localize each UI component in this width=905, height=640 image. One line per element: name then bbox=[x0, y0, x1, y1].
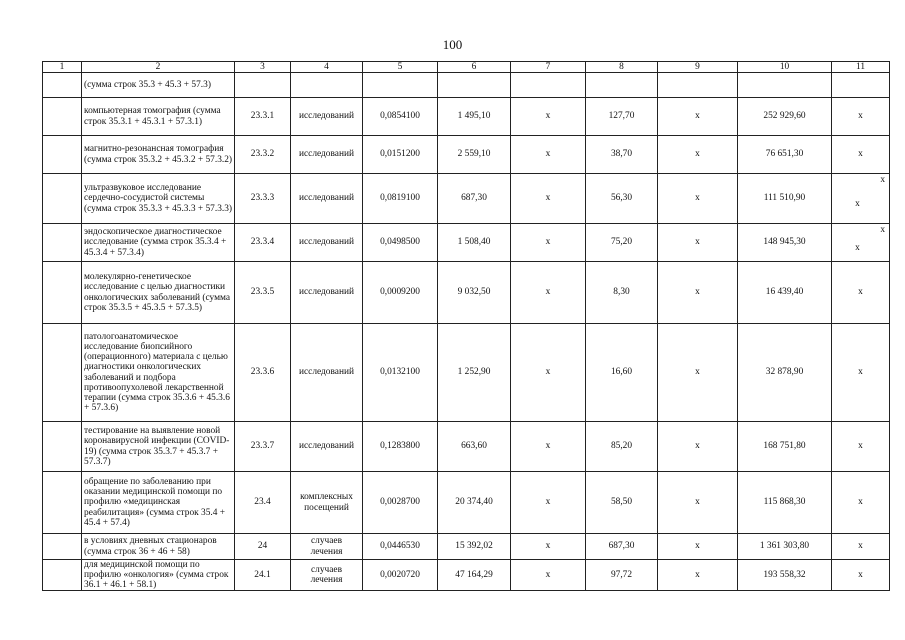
cell-col-4: исследований bbox=[291, 136, 363, 174]
table-row bbox=[43, 174, 890, 224]
cell-col-2: (сумма строк 35.3 + 45.3 + 57.3) bbox=[82, 73, 235, 98]
column-number: 9 bbox=[658, 62, 738, 73]
cell-col-10: 32 878,90 bbox=[738, 324, 832, 422]
cell-col-1 bbox=[43, 534, 82, 560]
cell-col-8: 56,30 bbox=[586, 174, 658, 224]
cell-col-10: 252 929,60 bbox=[738, 98, 832, 136]
cell-col-11 bbox=[832, 73, 890, 98]
cell-col-9: x bbox=[658, 534, 738, 560]
cell-col-11: x bbox=[832, 422, 890, 472]
cell-col-6: 20 374,40 bbox=[438, 472, 511, 534]
column-number-row bbox=[43, 62, 890, 73]
cell-col-4: исследований bbox=[291, 224, 363, 262]
cell-col-5: 0,0498500 bbox=[363, 224, 438, 262]
data-table bbox=[42, 61, 890, 591]
cell-col-11: x bbox=[832, 560, 890, 591]
cell-col-2: компьютерная томография (сумма строк 35.3.1 + 45.3.1 + 57.3.1) bbox=[82, 98, 235, 136]
cell-col-4: исследований bbox=[291, 422, 363, 472]
cell-col-7: x bbox=[511, 262, 586, 324]
cell-col-9 bbox=[658, 73, 738, 98]
table-row bbox=[43, 324, 890, 422]
column-number: 6 bbox=[438, 62, 511, 73]
cell-col-8: 75,20 bbox=[586, 224, 658, 262]
column-number: 1 bbox=[43, 62, 82, 73]
cell-col-8: 8,30 bbox=[586, 262, 658, 324]
cell-mark: x bbox=[855, 199, 860, 210]
cell-col-10: 76 651,30 bbox=[738, 136, 832, 174]
cell-col-2: в условиях дневных стационаров (сумма строк 36 + 46 + 58) bbox=[82, 534, 235, 560]
cell-col-1 bbox=[43, 324, 82, 422]
cell-col-6: 9 032,50 bbox=[438, 262, 511, 324]
cell-col-9: x bbox=[658, 422, 738, 472]
cell-col-7: x bbox=[511, 534, 586, 560]
cell-col-8: 687,30 bbox=[586, 534, 658, 560]
cell-col-10: 111 510,90 bbox=[738, 174, 832, 224]
cell-col-6: 2 559,10 bbox=[438, 136, 511, 174]
cell-col-11: x bbox=[832, 98, 890, 136]
cell-col-7: x bbox=[511, 174, 586, 224]
cell-col-2: молекулярно-генетическое исследование с целью диагностики онкологических заболеваний (сумма строк 35.3.5 + 45.3.5 + 57.3.5) bbox=[82, 262, 235, 324]
cell-col-2: ультразвуковое исследование сердечно-сосудистой системы (сумма строк 35.3.3 + 45.3.3 + 57.3.3) bbox=[82, 174, 235, 224]
cell-col-8: 85,20 bbox=[586, 422, 658, 472]
cell-col-1 bbox=[43, 136, 82, 174]
cell-col-10: 16 439,40 bbox=[738, 262, 832, 324]
cell-col-7: x bbox=[511, 324, 586, 422]
cell-col-8: 97,72 bbox=[586, 560, 658, 591]
cell-col-5: 0,0028700 bbox=[363, 472, 438, 534]
cell-col-3: 23.3.7 bbox=[235, 422, 291, 472]
cell-col-6: 663,60 bbox=[438, 422, 511, 472]
table-row bbox=[43, 73, 890, 98]
cell-col-1 bbox=[43, 422, 82, 472]
cell-col-9: x bbox=[658, 472, 738, 534]
cell-col-4 bbox=[291, 73, 363, 98]
cell-col-1 bbox=[43, 98, 82, 136]
cell-col-5: 0,0132100 bbox=[363, 324, 438, 422]
cell-col-4: случаев лечения bbox=[291, 534, 363, 560]
column-number: 10 bbox=[738, 62, 832, 73]
cell-col-4: исследований bbox=[291, 174, 363, 224]
cell-col-1 bbox=[43, 472, 82, 534]
cell-col-3 bbox=[235, 73, 291, 98]
cell-mark: x bbox=[855, 243, 860, 254]
cell-col-10: 168 751,80 bbox=[738, 422, 832, 472]
cell-col-3: 24 bbox=[235, 534, 291, 560]
cell-col-6: 47 164,29 bbox=[438, 560, 511, 591]
cell-col-5: 0,0819100 bbox=[363, 174, 438, 224]
cell-col-11: x bbox=[832, 262, 890, 324]
cell-col-11: x bbox=[832, 534, 890, 560]
table-row bbox=[43, 136, 890, 174]
cell-col-1 bbox=[43, 73, 82, 98]
cell-col-2: патологоанатомическое исследование биопсийного (операционного) материала с целью диагностики онкологических заболеваний и подбора противоопухолевой лекарственной терапии (сумма строк 35.3.6 + 45.3.6 + 57.3.6) bbox=[82, 324, 235, 422]
cell-col-11: x bbox=[832, 324, 890, 422]
cell-col-6: 15 392,02 bbox=[438, 534, 511, 560]
cell-extra-mark: x bbox=[880, 175, 885, 185]
cell-col-8 bbox=[586, 73, 658, 98]
cell-col-7: x bbox=[511, 98, 586, 136]
column-number: 4 bbox=[291, 62, 363, 73]
column-number: 8 bbox=[586, 62, 658, 73]
cell-col-6: 1 495,10 bbox=[438, 98, 511, 136]
column-number: 5 bbox=[363, 62, 438, 73]
cell-col-10 bbox=[738, 73, 832, 98]
cell-col-7: x bbox=[511, 422, 586, 472]
cell-col-7: x bbox=[511, 472, 586, 534]
cell-col-10: 148 945,30 bbox=[738, 224, 832, 262]
cell-col-2: тестирование на выявление новой коронавирусной инфекции (COVID-19) (сумма строк 35.3.7 + 45.3.7 + 57.3.7) bbox=[82, 422, 235, 472]
cell-col-11 bbox=[832, 174, 890, 224]
cell-col-5 bbox=[363, 73, 438, 98]
cell-col-3: 23.3.4 bbox=[235, 224, 291, 262]
cell-col-3: 23.3.1 bbox=[235, 98, 291, 136]
cell-col-1 bbox=[43, 174, 82, 224]
table-row bbox=[43, 472, 890, 534]
cell-col-5: 0,0020720 bbox=[363, 560, 438, 591]
cell-col-4: исследований bbox=[291, 98, 363, 136]
cell-col-11 bbox=[832, 224, 890, 262]
cell-col-8: 16,60 bbox=[586, 324, 658, 422]
cell-col-10: 193 558,32 bbox=[738, 560, 832, 591]
cell-col-7: x bbox=[511, 136, 586, 174]
cell-col-3: 23.3.5 bbox=[235, 262, 291, 324]
cell-col-11: x bbox=[832, 472, 890, 534]
cell-col-7: x bbox=[511, 560, 586, 591]
cell-col-1 bbox=[43, 224, 82, 262]
cell-col-11: x bbox=[832, 136, 890, 174]
table-row bbox=[43, 534, 890, 560]
cell-col-9: x bbox=[658, 174, 738, 224]
cell-col-2: эндоскопическое диагностическое исследование (сумма строк 35.3.4 + 45.3.4 + 57.3.4) bbox=[82, 224, 235, 262]
cell-col-10: 1 361 303,80 bbox=[738, 534, 832, 560]
cell-col-3: 23.3.6 bbox=[235, 324, 291, 422]
cell-col-9: x bbox=[658, 560, 738, 591]
cell-col-6: 1 252,90 bbox=[438, 324, 511, 422]
cell-col-2: для медицинской помощи по профилю «онкология» (сумма строк 36.1 + 46.1 + 58.1) bbox=[82, 560, 235, 591]
page-number: 100 bbox=[442, 37, 463, 52]
table-row bbox=[43, 560, 890, 591]
cell-col-4: исследований bbox=[291, 324, 363, 422]
column-number: 2 bbox=[82, 62, 235, 73]
column-number: 11 bbox=[832, 62, 890, 73]
cell-col-7: x bbox=[511, 224, 586, 262]
cell-col-4: комплексных посещений bbox=[291, 472, 363, 534]
column-number: 7 bbox=[511, 62, 586, 73]
cell-col-5: 0,0446530 bbox=[363, 534, 438, 560]
cell-col-3: 23.3.2 bbox=[235, 136, 291, 174]
table-row bbox=[43, 262, 890, 324]
cell-col-5: 0,0854100 bbox=[363, 98, 438, 136]
cell-col-9: x bbox=[658, 262, 738, 324]
cell-col-2: обращение по заболеванию при оказании медицинской помощи по профилю «медицинская реабилитация» (сумма строк 35.4 + 45.4 + 57.4) bbox=[82, 472, 235, 534]
cell-col-9: x bbox=[658, 98, 738, 136]
cell-col-6 bbox=[438, 73, 511, 98]
cell-col-5: 0,1283800 bbox=[363, 422, 438, 472]
cell-col-7 bbox=[511, 73, 586, 98]
cell-col-3: 24.1 bbox=[235, 560, 291, 591]
cell-col-6: 1 508,40 bbox=[438, 224, 511, 262]
cell-col-5: 0,0009200 bbox=[363, 262, 438, 324]
cell-col-6: 687,30 bbox=[438, 174, 511, 224]
table-row bbox=[43, 224, 890, 262]
cell-col-8: 38,70 bbox=[586, 136, 658, 174]
cell-col-3: 23.4 bbox=[235, 472, 291, 534]
cell-col-9: x bbox=[658, 136, 738, 174]
cell-col-9: x bbox=[658, 324, 738, 422]
cell-col-4: случаев лечения bbox=[291, 560, 363, 591]
cell-col-9: x bbox=[658, 224, 738, 262]
column-number: 3 bbox=[235, 62, 291, 73]
table-row bbox=[43, 98, 890, 136]
cell-col-8: 127,70 bbox=[586, 98, 658, 136]
cell-extra-mark: x bbox=[880, 225, 885, 235]
cell-col-8: 58,50 bbox=[586, 472, 658, 534]
cell-col-4: исследований bbox=[291, 262, 363, 324]
table-row bbox=[43, 422, 890, 472]
cell-col-10: 115 868,30 bbox=[738, 472, 832, 534]
cell-col-3: 23.3.3 bbox=[235, 174, 291, 224]
cell-col-1 bbox=[43, 560, 82, 591]
cell-col-1 bbox=[43, 262, 82, 324]
cell-col-5: 0,0151200 bbox=[363, 136, 438, 174]
cell-col-2: магнитно-резонансная томография (сумма строк 35.3.2 + 45.3.2 + 57.3.2) bbox=[82, 136, 235, 174]
